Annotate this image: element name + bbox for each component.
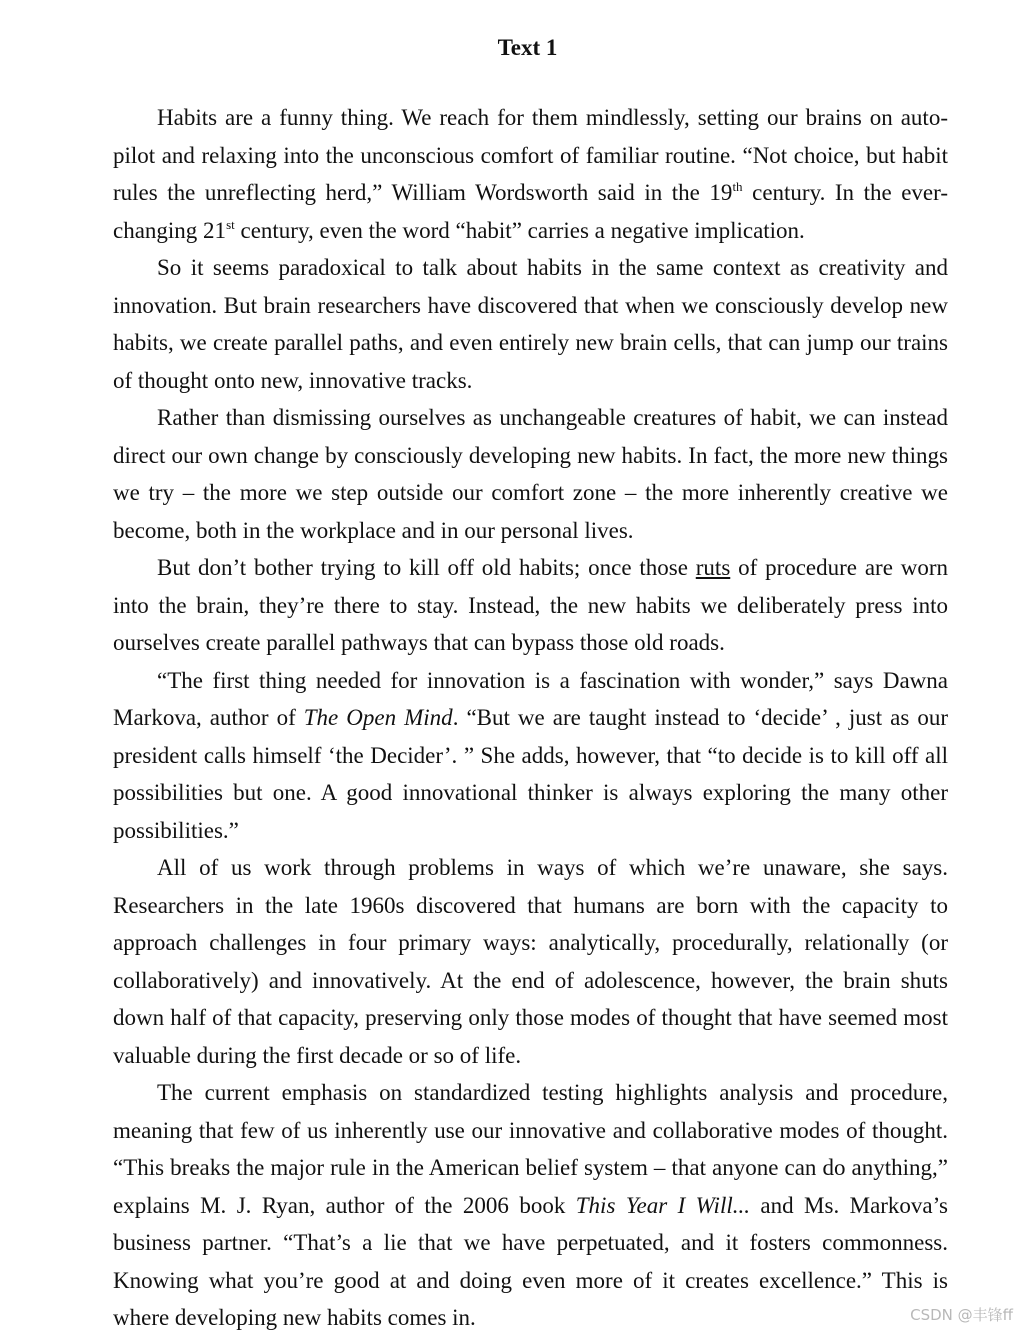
paragraph-3: Rather than dismissing ourselves as unchangeable creatures of habit, we can instead direct our own change by consciously developing new habits. In fact, the more new things we try – the more we step outside our comfort zone – the more inherently creative we become, both in the workplace and in our personal lives. <box>113 405 948 543</box>
article-body <box>113 99 948 1337</box>
paragraph-1-text-b: century. In the ever-changing 21 <box>113 180 948 243</box>
paragraph-6: All of us work through problems in ways of which we’re unaware, she says. Researchers in the late 1960s discovered that humans are born with the capacity to approach challenges in four primary ways: analytically, procedurally, relationally (or collaboratively) and innovatively. At the end of adolescence, however, the brain shuts down half of that capacity, preserving only those modes of thought that have seemed most valuable during the first decade or so of life. <box>113 855 948 1068</box>
superscript-th: th <box>732 179 743 194</box>
paragraph-4 <box>113 549 948 662</box>
paragraph-4-text-a: But don’t bother trying to kill off old habits; once those <box>157 555 696 580</box>
page-title: Text 1 <box>497 35 558 60</box>
underlined-word-ruts: ruts <box>695 555 731 580</box>
paragraph-1-text-c: century, even the word “habit” carries a negative implication. <box>234 217 805 243</box>
paragraph-2: So it seems paradoxical to talk about habits in the same context as creativity and innovation. But brain researchers have discovered that when we consciously develop new habits, we create parallel paths, and even entirely new brain cells, that can jump our trains of thought onto new, innovative tracks. <box>113 255 948 393</box>
paragraph-7-text-a: The current emphasis on standardized testing highlights analysis and procedure, meaning that few of us inherently use our innovative and collaborative modes of thought. “This breaks the major rule in the American belief system – that anyone can do anything,” explains M. J. Ryan, author of the 2006 book <box>113 1080 948 1218</box>
paragraph-5-text-a: “The first thing needed for innovation is a fascination with wonder,” says Dawna Markova, author of <box>113 667 948 730</box>
superscript-st: st <box>226 216 235 232</box>
watermark: CSDN @丰锋ff <box>910 1306 1013 1324</box>
paragraph-4-text-b: of procedure are worn into the brain, they’re there to stay. Instead, the new habits we deliberately press into ourselves create parallel pathways that can bypass those old roads. <box>113 555 949 655</box>
paragraph-1 <box>113 99 948 249</box>
paragraph-1-text-a: Habits are a funny thing. We reach for them mindlessly, setting our brains on auto-pilot and relaxing into the unconscious comfort of familiar routine. “Not choice, but habit rules the unreflecting herd,” William Wordsworth said in the 19 <box>113 105 948 205</box>
paragraph-5 <box>113 662 948 850</box>
book-title-the-open-mind: The Open Mind <box>303 705 453 730</box>
book-title-this-year-i-will: This Year I Will... <box>575 1192 750 1218</box>
paragraph-5-text-b: . “But we are taught instead to ‘decide’ , just as our president calls himself ‘the Decider’. ” She adds, however, that “to decide is to kill off all possibilities but one. A good innovational thinker is always exploring the many other possibilities.” <box>113 705 948 843</box>
paragraph-7-text-b: and Ms. Markova’s business partner. “That’s a lie that we have perpetuated, and it fosters commonness. Knowing what you’re good at and doing even more of it creates excellence.” This is where developing new habits comes in. <box>113 1192 948 1330</box>
paragraph-7 <box>113 1074 948 1337</box>
